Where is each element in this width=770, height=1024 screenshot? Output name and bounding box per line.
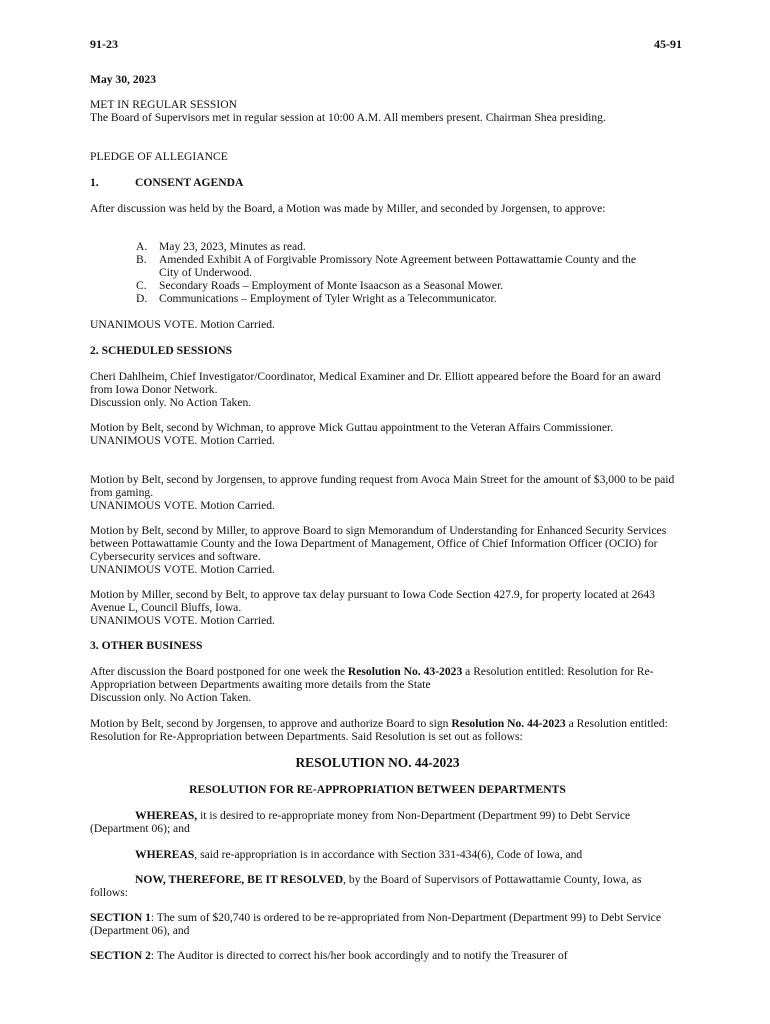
item-text: Amended Exhibit A of Forgivable Promissory Note Agreement between Pottawattamie County and the City of Underwood.	[159, 253, 636, 279]
resolution-number: RESOLUTION NO. 44-2023	[295, 755, 460, 770]
item-text: Communications – Employment of Tyler Wright as a Telecommunicator.	[159, 292, 497, 305]
list-item	[136, 253, 656, 279]
consent-agenda-heading	[90, 176, 690, 189]
paragraph-text: Motion by Miller, second by Belt, to approve tax delay pursuant to Iowa Code Section 427.9, for property located at 2643 Avenue L, Council Bluffs, Iowa.	[90, 588, 655, 614]
paragraph-text: Motion by Belt, second by Jorgensen, to approve funding request from Avoca Main Street for the amount of $3,000 to be paid from gaming.	[90, 473, 675, 499]
section-label: SECTION 1	[90, 911, 151, 924]
paragraph-text: After discussion the Board postponed for one week the	[90, 665, 348, 678]
consent-intro: After discussion was held by the Board, a Motion was made by Miller, and seconded by Jorgensen, to approve:	[90, 202, 606, 215]
scheduled-paragraph-4	[90, 524, 675, 576]
paragraph-result: UNANIMOUS VOTE. Motion Carried.	[90, 614, 275, 627]
paragraph-text: Cheri Dahlheim, Chief Investigator/Coordinator, Medical Examiner and Dr. Elliott appeared before the Board for an award from Iowa Donor Network.	[90, 370, 661, 396]
other-paragraph-1	[90, 665, 675, 704]
meeting-date: May 30, 2023	[90, 73, 157, 86]
session-title: MET IN REGULAR SESSION	[90, 98, 237, 111]
paragraph-result: UNANIMOUS VOTE. Motion Carried.	[90, 434, 275, 447]
paragraph-text: , by the Board of Supervisors of Pottawattamie County, Iowa, as follows:	[90, 873, 642, 899]
section-2-paragraph	[90, 949, 690, 962]
resolved-label: NOW, THEREFORE, BE IT RESOLVED	[135, 873, 344, 886]
other-business-heading: 3. OTHER BUSINESS	[90, 639, 203, 652]
paragraph-text: it is desired to re-appropriate money from Non-Department (Department 99) to Debt Service (Department 06); and	[90, 809, 631, 835]
page-header-left: 91-23	[90, 37, 118, 51]
paragraph-text: Motion by Belt, second by Miller, to approve Board to sign Memorandum of Understanding for Enhanced Security Services between Pottawattamie County and the Iowa Department of Management, Office of Chief Information Officer (OCIO) for Cybersecurity services and software.	[90, 524, 667, 563]
scheduled-paragraph-5	[90, 588, 690, 627]
paragraph-text: Motion by Belt, second by Wichman, to approve Mick Guttau appointment to the Veteran Affairs Commissioner.	[90, 421, 614, 434]
item-letter: D.	[136, 292, 148, 305]
scheduled-paragraph-3	[90, 473, 690, 512]
section-label: SECTION 2	[90, 949, 151, 962]
whereas-label: WHEREAS	[135, 848, 195, 861]
whereas-paragraph-1	[90, 809, 660, 835]
section-1-paragraph	[90, 911, 680, 937]
scheduled-sessions-heading: 2. SCHEDULED SESSIONS	[90, 344, 233, 357]
list-item	[136, 240, 656, 253]
paragraph-result: UNANIMOUS VOTE. Motion Carried.	[90, 563, 275, 576]
paragraph-text: : The sum of $20,740 is ordered to be re-appropriated from Non-Department (Department 99) to Debt Service (Department 06), and	[90, 911, 661, 937]
whereas-paragraph-2	[90, 848, 680, 861]
paragraph-text: : The Auditor is directed to correct his/her book accordingly and to notify the Treasurer of	[150, 949, 568, 962]
consent-vote: UNANIMOUS VOTE. Motion Carried.	[90, 318, 275, 331]
list-item	[136, 292, 656, 305]
paragraph-text: a Resolution entitled: Resolution for Re-Appropriation between Departments awaiting more details from the State	[90, 665, 654, 691]
other-paragraph-2	[90, 717, 680, 743]
scheduled-paragraph-1	[90, 370, 680, 409]
item-letter: C.	[136, 279, 147, 292]
paragraph-result: Discussion only. No Action Taken.	[90, 396, 252, 409]
paragraph-text: , said re-appropriation is in accordance with Section 331-434(6), Code of Iowa, and	[194, 848, 583, 861]
session-text: The Board of Supervisors met in regular session at 10:00 A.M. All members present. Chairman Shea presiding.	[90, 111, 606, 124]
item-text: Secondary Roads – Employment of Monte Isaacson as a Seasonal Mower.	[159, 279, 504, 292]
consent-title: CONSENT AGENDA	[135, 176, 244, 189]
paragraph-text: Motion by Belt, second by Jorgensen, to approve and authorize Board to sign	[90, 717, 452, 730]
pledge-heading: PLEDGE OF ALLEGIANCE	[90, 150, 228, 163]
list-item	[136, 279, 656, 292]
paragraph-result: Discussion only. No Action Taken.	[90, 691, 252, 704]
consent-number: 1.	[90, 176, 99, 189]
item-text: May 23, 2023, Minutes as read.	[159, 240, 306, 253]
resolved-paragraph	[90, 873, 660, 899]
item-letter: B.	[136, 253, 147, 266]
paragraph-result: UNANIMOUS VOTE. Motion Carried.	[90, 499, 275, 512]
item-letter: A.	[136, 240, 148, 253]
page-header-right: 45-91	[654, 37, 682, 51]
resolution-reference: Resolution No. 44-2023	[451, 717, 566, 730]
paragraph-text: a Resolution entitled: Resolution for Re-Appropriation between Departments. Said Resolution is set out as follows:	[90, 717, 668, 743]
scheduled-paragraph-2	[90, 421, 650, 447]
resolution-title: RESOLUTION FOR RE-APPROPRIATION BETWEEN DEPARTMENTS	[189, 783, 566, 796]
consent-items-list	[136, 240, 656, 305]
resolution-reference: Resolution No. 43-2023	[347, 665, 463, 678]
whereas-label: WHEREAS,	[135, 809, 198, 822]
